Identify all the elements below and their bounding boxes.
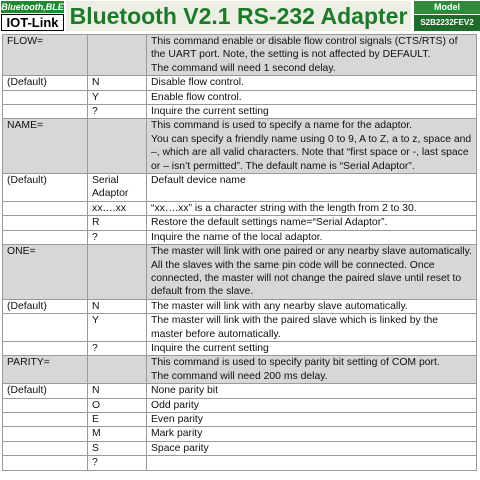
description-cell: Disable flow control.: [147, 76, 477, 90]
command-cell: (Default): [3, 299, 88, 313]
command-table-wrapper: [0, 34, 480, 471]
command-cell: (Default): [3, 384, 88, 398]
value-cell: R: [88, 216, 147, 230]
description-cell: The master will link with the paired slave which is linked by the master before automatically.: [147, 314, 477, 342]
document-header: [0, 0, 480, 34]
value-cell: N: [88, 299, 147, 313]
option-row: [3, 398, 477, 412]
command-cell: [3, 230, 88, 244]
command-cell: [3, 201, 88, 215]
command-row: [3, 356, 477, 384]
command-cell: [3, 441, 88, 455]
value-cell: Serial Adaptor: [88, 174, 147, 202]
value-cell: ?: [88, 105, 147, 119]
option-row: [3, 230, 477, 244]
value-cell: [88, 245, 147, 300]
option-row: [3, 76, 477, 90]
value-cell: S: [88, 441, 147, 455]
description-cell: This command is used to specify parity bit setting of COM port. The command will need 200 ms delay.: [147, 356, 477, 384]
value-cell: Y: [88, 314, 147, 342]
command-cell: [3, 456, 88, 470]
value-cell: xx….xx: [88, 201, 147, 215]
option-row: [3, 456, 477, 470]
command-cell: FLOW=: [3, 35, 88, 76]
option-row: [3, 412, 477, 426]
description-cell: Inquire the name of the local adaptor.: [147, 230, 477, 244]
description-cell: Inquire the current setting: [147, 105, 477, 119]
option-row: [3, 314, 477, 342]
command-cell: ONE=: [3, 245, 88, 300]
command-cell: NAME=: [3, 119, 88, 174]
command-cell: [3, 412, 88, 426]
option-row: [3, 299, 477, 313]
description-cell: Enable flow control.: [147, 90, 477, 104]
option-row: [3, 427, 477, 441]
value-cell: [88, 119, 147, 174]
value-cell: ?: [88, 341, 147, 355]
description-cell: This command enable or disable flow control signals (CTS/RTS) of the UART port. Note, the setting is not affected by DEFAULT. The command will need 1 second delay.: [147, 35, 477, 76]
model-number: S2B2232FEV2: [414, 15, 480, 31]
option-row: [3, 105, 477, 119]
description-cell: Restore the default settings name=“Serial Adaptor”.: [147, 216, 477, 230]
value-cell: O: [88, 398, 147, 412]
model-label: Model: [414, 1, 480, 14]
logo-tagline: Bluetooth,BLE: [1, 2, 64, 12]
description-cell: Space parity: [147, 441, 477, 455]
description-cell: “xx….xx” is a character string with the length from 2 to 30.: [147, 201, 477, 215]
value-cell: N: [88, 76, 147, 90]
logo-wordmark: IOT-Link: [1, 14, 64, 31]
command-row: [3, 245, 477, 300]
option-row: [3, 341, 477, 355]
command-cell: PARITY=: [3, 356, 88, 384]
value-cell: Y: [88, 90, 147, 104]
command-cell: [3, 427, 88, 441]
description-cell: [147, 456, 477, 470]
value-cell: [88, 35, 147, 76]
description-cell: This command is used to specify a name for the adaptor. You can specify a friendly name using 0 to 9, A to Z, a to z, space and –, which are all valid characters. Note that “first space or -, last space or – isn’t permitted”. The default name is “Serial Adaptor”.: [147, 119, 477, 174]
description-cell: Default device name: [147, 174, 477, 202]
description-cell: Mark parity: [147, 427, 477, 441]
command-cell: (Default): [3, 76, 88, 90]
option-row: [3, 216, 477, 230]
option-row: [3, 201, 477, 215]
command-cell: (Default): [3, 174, 88, 202]
command-table: [2, 34, 477, 471]
command-cell: [3, 90, 88, 104]
description-cell: Odd parity: [147, 398, 477, 412]
description-cell: Inquire the current setting: [147, 341, 477, 355]
command-cell: [3, 216, 88, 230]
option-row: [3, 90, 477, 104]
description-cell: The master will link with any nearby slave automatically.: [147, 299, 477, 313]
value-cell: ?: [88, 456, 147, 470]
page-title: Bluetooth V2.1 RS-232 Adapter: [66, 1, 411, 31]
option-row: [3, 174, 477, 202]
model-badge: [414, 1, 480, 31]
value-cell: N: [88, 384, 147, 398]
option-row: [3, 441, 477, 455]
description-cell: None parity bit: [147, 384, 477, 398]
command-cell: [3, 341, 88, 355]
value-cell: ?: [88, 230, 147, 244]
option-row: [3, 384, 477, 398]
description-cell: The master will link with one paired or any nearby slave automatically. All the slaves with the same pin code will be connected. Once connected, the master will not change the paired slave until reset to default from the slave.: [147, 245, 477, 300]
brand-logo: [1, 1, 64, 31]
value-cell: E: [88, 412, 147, 426]
command-cell: [3, 398, 88, 412]
value-cell: [88, 356, 147, 384]
command-cell: [3, 314, 88, 342]
command-row: [3, 35, 477, 76]
description-cell: Even parity: [147, 412, 477, 426]
command-row: [3, 119, 477, 174]
command-cell: [3, 105, 88, 119]
value-cell: M: [88, 427, 147, 441]
